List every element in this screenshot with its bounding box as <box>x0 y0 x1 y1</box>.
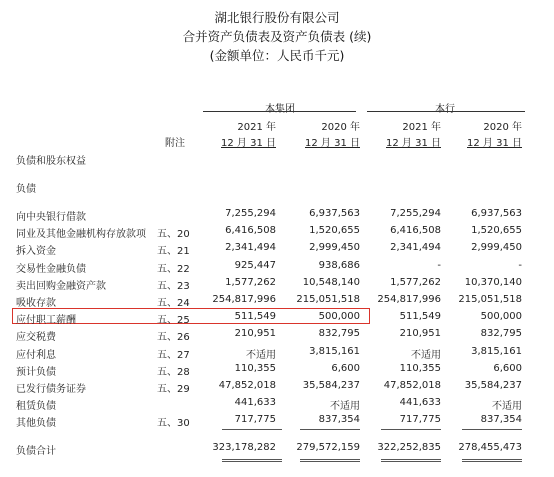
total-value-2: 279,572,159 <box>296 442 360 453</box>
row-label: 预计负债 <box>16 366 56 378</box>
row-value-group-2021: 254,817,996 <box>212 294 276 305</box>
note-header: 附注 <box>165 138 185 149</box>
total-value-4: 278,455,473 <box>458 442 522 453</box>
row-value-bank-2020: 3,815,161 <box>471 345 522 357</box>
row-value-group-2020: 837,354 <box>318 414 360 426</box>
statement-title: 合并资产负债表及资产负债表 (续) <box>182 29 372 44</box>
row-value-group-2020: 215,051,518 <box>296 294 360 305</box>
row-note: 五、23 <box>157 280 190 292</box>
table-row <box>0 346 554 361</box>
row-value-bank-2021: - <box>437 259 441 271</box>
row-value-group-2020: 2,999,450 <box>309 242 360 254</box>
row-value-bank-2020: 10,370,140 <box>464 276 522 288</box>
row-value-bank-2021: 717,775 <box>399 414 441 426</box>
total-value-1: 323,178,282 <box>212 442 276 453</box>
row-value-bank-2020: 1,520,655 <box>471 225 522 237</box>
date-col-4: 12 月 31 日 <box>467 138 522 149</box>
table-row <box>0 225 554 240</box>
row-note: 五、20 <box>157 229 190 241</box>
row-label: 应付利息 <box>16 349 56 361</box>
row-value-bank-2020: 832,795 <box>480 328 522 340</box>
row-value-group-2021: 不适用 <box>246 349 276 361</box>
row-value-group-2021: 210,951 <box>234 328 276 340</box>
row-value-bank-2020: 2,999,450 <box>471 242 522 254</box>
row-value-bank-2020: - <box>518 259 522 271</box>
row-value-group-2021: 441,633 <box>234 397 276 409</box>
row-value-bank-2021: 7,255,294 <box>390 208 441 219</box>
row-value-group-2021: 1,577,262 <box>225 276 276 288</box>
row-value-group-2020: 6,600 <box>331 362 360 374</box>
row-note: 五、21 <box>157 246 190 258</box>
row-note: 五、29 <box>157 384 190 395</box>
total-rule-4 <box>462 429 522 430</box>
row-note: 五、27 <box>157 349 190 361</box>
row-value-bank-2020: 不适用 <box>492 401 522 413</box>
table-row <box>0 260 554 275</box>
row-note: 五、28 <box>157 366 190 378</box>
row-value-group-2020: 832,795 <box>318 328 360 340</box>
row-note: 五、30 <box>157 418 190 430</box>
total-rule-1 <box>222 429 282 430</box>
double-rule-3 <box>381 459 441 462</box>
row-value-bank-2021: 210,951 <box>399 328 441 340</box>
row-value-bank-2021: 511,549 <box>399 311 441 323</box>
row-value-bank-2021: 110,355 <box>399 362 441 374</box>
table-row <box>0 242 554 257</box>
row-value-bank-2020: 837,354 <box>480 414 522 426</box>
row-label: 应付职工薪酬 <box>16 315 76 327</box>
row-label: 向中央银行借款 <box>16 212 86 223</box>
row-value-group-2020: 35,584,237 <box>302 380 360 391</box>
table-row <box>0 311 554 326</box>
date-col-3: 12 月 31 日 <box>386 138 441 149</box>
row-label: 已发行债务证券 <box>16 384 86 395</box>
row-value-group-2021: 2,341,494 <box>225 242 276 254</box>
double-rule-2 <box>300 459 360 462</box>
bank-header: 本行 <box>435 104 455 115</box>
bank-header-rule <box>367 111 525 112</box>
row-label: 吸收存款 <box>16 298 56 309</box>
row-value-bank-2021: 1,577,262 <box>390 276 441 288</box>
row-value-group-2021: 925,447 <box>234 259 276 271</box>
row-value-group-2021: 511,549 <box>234 311 276 323</box>
row-value-group-2020: 938,686 <box>318 259 360 271</box>
unit-note: (金额单位：人民币千元) <box>209 48 345 63</box>
row-label: 卖出回购金融资产款 <box>16 280 106 292</box>
group-header: 本集团 <box>265 104 295 115</box>
row-value-bank-2020: 215,051,518 <box>458 294 522 305</box>
date-col-2: 12 月 31 日 <box>305 138 360 149</box>
year-col-1: 2021 年 <box>237 122 276 133</box>
total-row <box>0 442 554 457</box>
row-value-group-2021: 6,416,508 <box>225 225 276 237</box>
row-label: 同业及其他金融机构存放款项 <box>16 229 146 241</box>
row-value-bank-2021: 不适用 <box>411 349 441 361</box>
year-col-4: 2020 年 <box>483 122 522 133</box>
row-value-group-2020: 3,815,161 <box>309 345 360 357</box>
row-note: 五、26 <box>157 332 190 344</box>
row-value-group-2020: 500,000 <box>318 311 360 323</box>
section-liabilities-equity: 负债和股东权益 <box>16 156 86 167</box>
row-label: 应交税费 <box>16 332 56 344</box>
total-label: 负债合计 <box>16 446 56 457</box>
row-value-group-2020: 10,548,140 <box>302 276 360 288</box>
year-col-2: 2020 年 <box>321 122 360 133</box>
date-col-1: 12 月 31 日 <box>221 138 276 149</box>
table-row <box>0 328 554 343</box>
row-value-group-2020: 1,520,655 <box>309 225 360 237</box>
row-value-bank-2021: 47,852,018 <box>383 380 441 391</box>
row-value-bank-2020: 35,584,237 <box>464 380 522 391</box>
company-title: 湖北银行股份有限公司 <box>214 10 340 25</box>
row-value-group-2021: 110,355 <box>234 362 276 374</box>
row-note: 五、22 <box>157 263 190 275</box>
table-row <box>0 294 554 309</box>
row-value-bank-2020: 6,937,563 <box>471 208 522 219</box>
total-rule-3 <box>381 429 441 430</box>
row-label: 租赁负债 <box>16 401 56 413</box>
row-value-group-2021: 7,255,294 <box>225 208 276 219</box>
year-col-3: 2021 年 <box>402 122 441 133</box>
row-value-bank-2020: 6,600 <box>493 362 522 374</box>
table-row <box>0 380 554 395</box>
double-rule-1 <box>222 459 282 462</box>
table-row <box>0 414 554 429</box>
row-label: 交易性金融负债 <box>16 263 86 275</box>
group-header-rule <box>203 111 356 112</box>
row-value-group-2021: 47,852,018 <box>218 380 276 391</box>
total-rule-2 <box>300 429 360 430</box>
total-value-3: 322,252,835 <box>377 442 441 453</box>
row-value-group-2020: 不适用 <box>330 401 360 413</box>
table-row <box>0 397 554 412</box>
row-value-bank-2021: 2,341,494 <box>390 242 441 254</box>
row-value-bank-2021: 441,633 <box>399 397 441 409</box>
table-row <box>0 363 554 378</box>
row-value-group-2020: 6,937,563 <box>309 208 360 219</box>
row-note: 五、25 <box>157 315 190 327</box>
row-value-group-2021: 717,775 <box>234 414 276 426</box>
row-note: 五、24 <box>157 298 190 309</box>
table-row <box>0 277 554 292</box>
row-value-bank-2020: 500,000 <box>480 311 522 323</box>
row-value-bank-2021: 254,817,996 <box>377 294 441 305</box>
row-label: 其他负债 <box>16 418 56 430</box>
row-value-bank-2021: 6,416,508 <box>390 225 441 237</box>
row-label: 拆入资金 <box>16 246 56 258</box>
table-row <box>0 208 554 223</box>
section-liabilities: 负债 <box>16 184 36 195</box>
double-rule-4 <box>462 459 522 462</box>
